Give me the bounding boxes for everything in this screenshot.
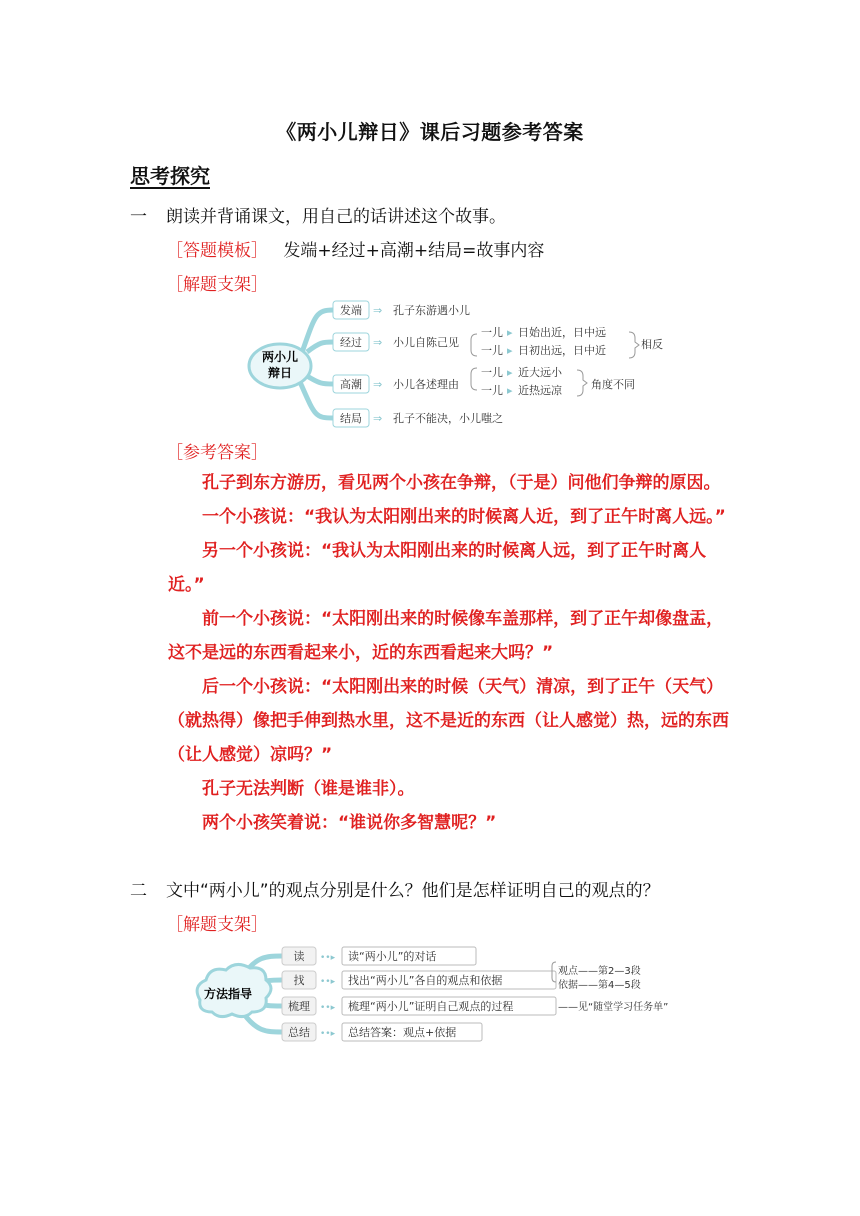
dots-arrow-icon: ••▸ <box>320 1029 336 1039</box>
answer-paragraph: 一个小孩说：“我认为太阳刚出来的时候离人近，到了正午时离人远。” <box>202 507 726 527</box>
branch-label: 梳理 <box>288 1000 310 1013</box>
frame-tag-2: ［解题支架］ <box>166 915 268 935</box>
center-label: 方法指导 <box>203 987 253 1001</box>
branch-note: 依据——第4—5段 <box>558 980 641 991</box>
question-text: 文中“两小儿”的观点分别是什么？他们是怎样证明自己的观点的？ <box>166 881 660 901</box>
arrow-icon: ⇒ <box>373 378 383 391</box>
answer-paragraph: 孔子无法判断（谁是谁非）。 <box>202 779 415 799</box>
branch-text: 小儿自陈己见 <box>393 336 459 349</box>
answer-tag: ［参考答案］ <box>166 443 268 463</box>
section-heading: 思考探究 <box>130 164 210 188</box>
triangle-icon: ▸ <box>507 344 513 357</box>
branch-text: 孔子不能决，小儿嗤之 <box>393 412 503 425</box>
sub-text: 日初出远，日中近 <box>518 344 606 357</box>
branch-label: 发端 <box>340 304 362 317</box>
sub-label: 一儿 <box>481 344 503 357</box>
branch-text: 小儿各述理由 <box>393 378 459 391</box>
triangle-icon: ▸ <box>507 384 513 397</box>
branch-label: 高潮 <box>340 378 362 391</box>
frame-tag-1: ［解题支架］ <box>166 275 268 295</box>
branch-text: 孔子东游遇小儿 <box>393 304 470 317</box>
branch-note: 角度不同 <box>591 378 635 391</box>
branch-label: 经过 <box>340 336 362 349</box>
dots-arrow-icon: ••▸ <box>320 953 336 963</box>
answer-paragraph: 前一个小孩说：“太阳刚出来的时候像车盖那样，到了正午却像盘盂，这不是远的东西看起来小，近的东西看起来大吗？” <box>168 609 724 663</box>
answer-paragraph: 后一个小孩说：“太阳刚出来的时候（天气）清凉，到了正午（天气）（就热得）像把手伸到热水里，这不是近的东西（让人感觉）热，远的东西（让人感觉）凉吗？” <box>168 677 729 765</box>
branch-text: 总结答案：观点+依据 <box>348 1026 457 1039</box>
dots-arrow-icon: ••▸ <box>320 977 336 987</box>
triangle-icon: ▸ <box>507 326 513 339</box>
branch-label: 找 <box>293 974 305 987</box>
story-mindmap <box>245 296 675 432</box>
center-line-2: 辩日 <box>267 366 293 380</box>
branch-label: 读 <box>293 950 305 963</box>
answer-paragraph: 孔子到东方游历，看见两个小孩在争辩，（于是）问他们争辩的原因。 <box>202 473 721 493</box>
sub-text: 日始出近，日中远 <box>518 326 606 339</box>
template-tag: ［答题模板］ <box>166 241 268 261</box>
answer-paragraph: 两个小孩笑着说：“谁说你多智慧呢？” <box>202 813 497 833</box>
sub-label: 一儿 <box>481 384 503 397</box>
answer-template <box>166 236 544 261</box>
sub-label: 一儿 <box>481 366 503 379</box>
sub-label: 一儿 <box>481 326 503 339</box>
dots-arrow-icon: ••▸ <box>320 1003 336 1013</box>
question-1 <box>130 202 506 227</box>
method-mindmap <box>186 940 716 1050</box>
branch-note: 观点——第2—3段 <box>558 966 641 977</box>
branch-text: 读“两小儿”的对话 <box>348 950 437 963</box>
branch-text: 找出“两小儿”各自的观点和依据 <box>348 974 503 987</box>
arrow-icon: ⇒ <box>373 304 383 317</box>
reference-answer <box>168 466 734 840</box>
sub-text: 近热远凉 <box>518 384 562 397</box>
page-title: 《两小儿辩日》课后习题参考答案 <box>276 120 584 144</box>
question-2 <box>130 876 660 901</box>
branch-note: ——见“随堂学习任务单” <box>558 1002 669 1013</box>
template-text: 发端+经过+高潮+结局=故事内容 <box>283 241 545 261</box>
sub-text: 近大远小 <box>518 366 562 379</box>
center-line-1: 两小儿 <box>261 350 299 364</box>
branch-label: 结局 <box>340 412 362 425</box>
question-number: 二 <box>130 881 147 901</box>
arrow-icon: ⇒ <box>373 412 383 425</box>
answer-paragraph: 另一个小孩说：“我认为太阳刚出来的时候离人远，到了正午时离人近。” <box>168 541 707 595</box>
question-text: 朗读并背诵课文，用自己的话讲述这个故事。 <box>166 207 506 227</box>
arrow-icon: ⇒ <box>373 336 383 349</box>
branch-note: 相反 <box>641 338 663 351</box>
branch-text: 梳理“两小儿”证明自己观点的过程 <box>348 1000 514 1013</box>
branch-label: 总结 <box>288 1026 310 1039</box>
triangle-icon: ▸ <box>507 366 513 379</box>
question-number: 一 <box>130 207 147 227</box>
